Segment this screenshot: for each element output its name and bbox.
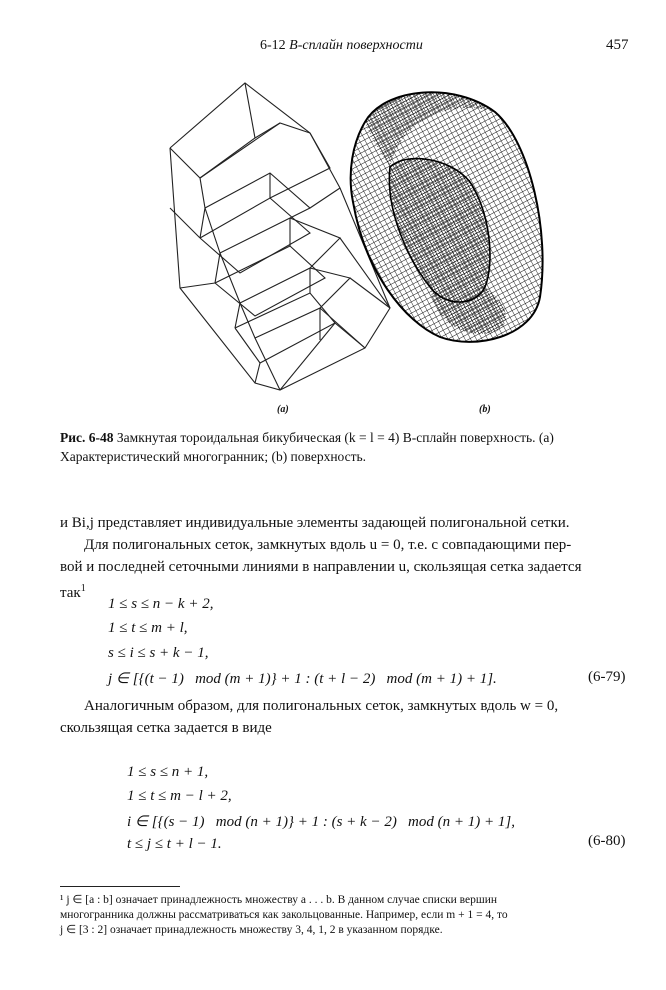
footnote xyxy=(60,893,644,938)
figure-a-label: (a) xyxy=(277,404,289,415)
footnote-line-1: ¹ j ∈ [a : b] означает принадлежность множеству a . . . b. В данном случае списки вершин xyxy=(60,894,498,906)
paragraph-3-line-2: скользящая сетка задается в виде xyxy=(60,720,272,736)
eq79-line-3: s ≤ i ≤ s + k − 1, xyxy=(108,645,209,661)
paragraph-3-line-1: Аналогичным образом, для полигональных сеток, замкнутых вдоль w = 0, xyxy=(84,698,559,714)
eq79-number: (6-79) xyxy=(588,669,626,685)
footnote-line-2: многогранника должны рассматриваться как закольцованные. Например, если m + 1 = 4, то xyxy=(60,909,508,921)
eq80-line-2: 1 ≤ t ≤ m − l + 2, xyxy=(127,788,232,804)
eq80-line-4: t ≤ j ≤ t + l − 1. xyxy=(127,836,222,852)
paragraph-2-word: так xyxy=(60,585,81,601)
eq80-line-1: 1 ≤ s ≤ n + 1, xyxy=(127,764,209,780)
figure-caption xyxy=(60,428,644,466)
eq80-number: (6-80) xyxy=(588,833,626,849)
header-title: B-сплайн поверхности xyxy=(289,38,423,53)
paragraph-2-line-2: вой и последней сеточными линиями в направлении u, скользящая сетка задается xyxy=(60,559,582,575)
header-section: 6-12 xyxy=(260,38,286,53)
eq80-line-3: i ∈ [{(s − 1) mod (n + 1)} + 1 : (s + k − 2) mod (n + 1) + 1], xyxy=(127,814,515,830)
eq79-line-4: j ∈ [{(t − 1) mod (m + 1)} + 1 : (t + l − 2) mod (m + 1) + 1]. xyxy=(108,671,497,687)
paragraph-2-line-3 xyxy=(60,578,86,604)
eq79-line-2: 1 ≤ t ≤ m + l, xyxy=(108,620,188,636)
paragraph-2-line-1: Для полигональных сеток, замкнутых вдоль u = 0, т.е. с совпадающими пер- xyxy=(84,537,572,553)
caption-lead: Рис. 6-48 xyxy=(60,430,114,445)
footnote-rule xyxy=(60,886,180,887)
footnote-marker: 1 xyxy=(80,583,86,594)
figure-b-surface xyxy=(345,82,555,352)
running-header xyxy=(260,38,423,54)
page-number: 457 xyxy=(606,37,629,53)
eq79-line-1: 1 ≤ s ≤ n − k + 2, xyxy=(108,596,214,612)
footnote-line-3: j ∈ [3 : 2] означает принадлежность множеству 3, 4, 1, 2 в указанном порядке. xyxy=(60,924,443,936)
caption-text: Замкнутая тороидальная бикубическая (k = l = 4) B-сплайн поверхность. (a) Характеристический многогранник; (b) поверхность. xyxy=(60,430,554,464)
paragraph-1: и Bi,j представляет индивидуальные элементы задающей полигональной сетки. xyxy=(60,515,570,531)
figure-b-label: (b) xyxy=(479,404,491,415)
